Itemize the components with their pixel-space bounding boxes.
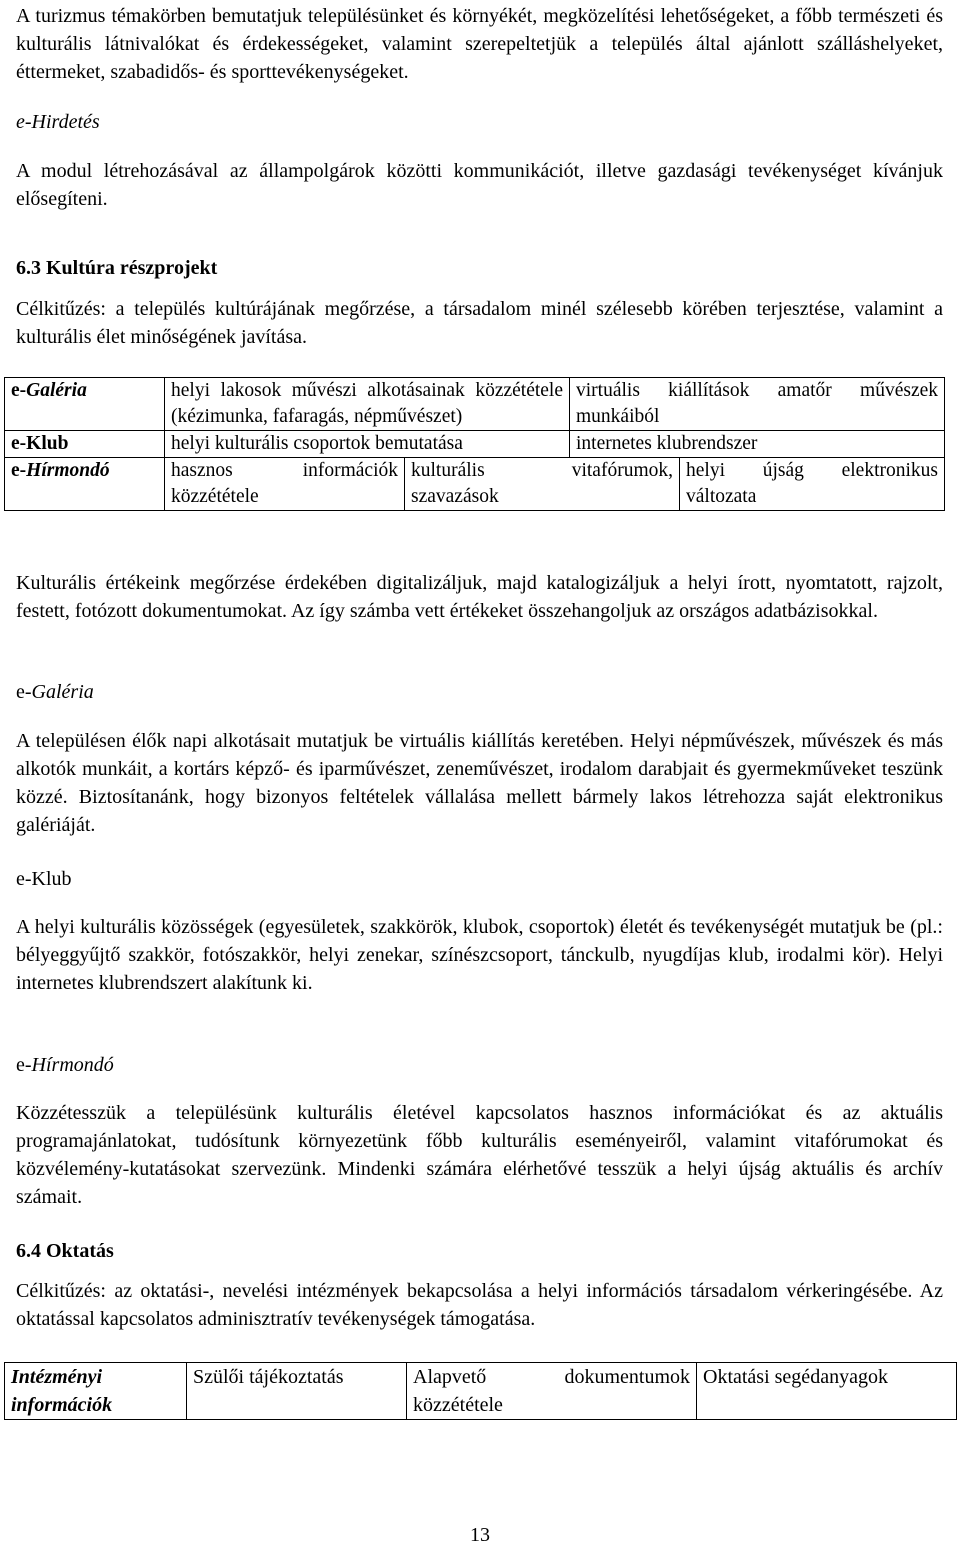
table-cell: helyi kulturális csoportok bemutatása xyxy=(165,431,570,458)
section-64-title: 6.4 Oktatás xyxy=(16,1240,114,1262)
section-63-goal: Célkitűzés: a település kultúrájának megőrzése, a társadalom minél szélesebb körében terjesztése, valamint a kulturális élet minőségének javítása. xyxy=(16,298,943,348)
section-64-goal: Célkitűzés: az oktatási-, nevelési intézmények bekapcsolása a helyi információs társadalom vérkeringésébe. Az oktatással kapcsolatos adminisztratív tevékenységek támogatása. xyxy=(16,1280,943,1330)
intro-paragraph: A turizmus témakörben bemutatjuk településünket és környékét, megközelítési lehetőségeket, a főbb természeti és kulturális látnivalókat és érdekességeket, valamint szerepeltetjük a település által ajánlott szálláshelyeket, éttermeket, szabadidős- és sporttevékenységeket. xyxy=(16,5,943,83)
table-cell: internetes klubrendszer xyxy=(570,431,945,458)
row-head-ehirmondo: e-Hírmondó xyxy=(5,458,165,511)
egaleria-text: A településen élők napi alkotásait mutatjuk be virtuális kiállítás keretében. Helyi népművészek, művészek és más alkotók munkáit, a kortárs képző- és iparművészet, zeneművészet, irodalom darabjait és gyermekműveket teszünk közzé. Biztosítanánk, hogy bizonyos feltételek vállalása mellett bármely lakos létrehozza saját elektronikus galériáját. xyxy=(16,730,943,836)
table-cell: Alapvető dokumentumok közzététele xyxy=(407,1363,697,1420)
table-cell: virtuális kiállítások amatőr művészek munkáiból xyxy=(570,378,945,431)
page-number: 13 xyxy=(470,1524,490,1546)
table-cell: Szülői tájékoztatás xyxy=(187,1363,407,1420)
eklub-heading: e-Klub xyxy=(16,868,72,890)
table-cell: Oktatási segédanyagok xyxy=(697,1363,957,1420)
ehirdetes-heading: e-Hirdetés xyxy=(16,111,100,133)
table-cell: kulturális vitafórumok, szavazások xyxy=(405,458,680,511)
egaleria-heading: e-Galéria xyxy=(16,681,94,703)
row-head-egaleria: e-Galéria xyxy=(5,378,165,431)
row-head-eklub: e-Klub xyxy=(5,431,165,458)
table-cell: helyi újság elektronikus változata xyxy=(680,458,945,511)
table-row xyxy=(5,1363,957,1420)
table-cell: hasznos információk közzététele xyxy=(165,458,405,511)
table-row xyxy=(5,378,945,431)
digitize-paragraph: Kulturális értékeink megőrzése érdekében digitalizáljuk, majd katalogizáljuk a helyi írott, nyomtatott, rajzolt, festett, fotózott dokumentumokat. Az így számba vett értékeket összehangoljuk az országos adatbázisokkal. xyxy=(16,572,943,622)
culture-table xyxy=(4,377,945,511)
table-row xyxy=(5,458,945,511)
ehirmondo-heading: e-Hírmondó xyxy=(16,1054,114,1076)
ehirmondo-text: Közzétesszük a településünk kulturális életével kapcsolatos hasznos információkat és az aktuális programajánlatokat, tudósítunk környezetünk főbb kulturális eseményeiről, valamint vitafórumokat és közvélemény-kutatásokat szervezünk. Mindenki számára elérhetővé tesszük a helyi újság aktuális és archív számait. xyxy=(16,1102,943,1208)
education-table xyxy=(4,1362,957,1420)
table-cell: helyi lakosok művészi alkotásainak közzététele (kézimunka, fafaragás, népművészet) xyxy=(165,378,570,431)
edu-row-head: Intézményi információk xyxy=(5,1363,187,1420)
eklub-text: A helyi kulturális közösségek (egyesületek, szakkörök, klubok, csoportok) életét és tevékenységét mutatjuk be (pl.: bélyeggyűjtő szakkör, fotószakkör, helyi zenekar, színészcsoport, tánckulb, nyugdíjas klub, irodalmi kör). Helyi internetes klubrendszert alakítunk ki. xyxy=(16,916,943,994)
ehirdetes-text: A modul létrehozásával az állampolgárok közötti kommunikációt, illetve gazdasági tevékenységet kívánjuk elősegíteni. xyxy=(16,160,943,210)
table-row xyxy=(5,431,945,458)
section-63-title: 6.3 Kultúra részprojekt xyxy=(16,257,218,279)
